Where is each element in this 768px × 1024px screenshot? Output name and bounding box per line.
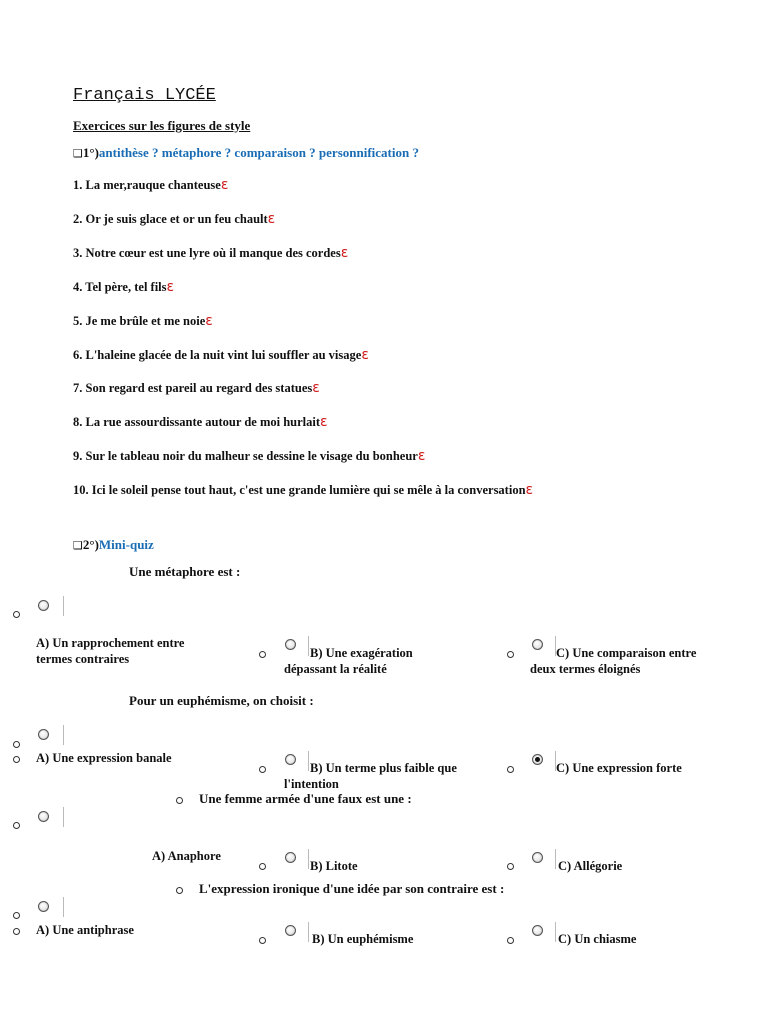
quiz-question: Une femme armée d'une faux est une : (199, 791, 412, 806)
quiz-option-a[interactable]: A) Anaphore (152, 849, 221, 863)
bullet-icon (259, 863, 266, 870)
radio-button[interactable] (38, 811, 49, 822)
section2-label: Mini-quiz (98, 537, 154, 552)
exercise-item: 7. Son regard est pareil au regard des statuesε (73, 380, 320, 396)
radio-button[interactable] (38, 729, 49, 740)
epsilon-marker: ε (220, 177, 229, 193)
bullet-icon (13, 741, 20, 748)
section1-number: 1°) (82, 145, 99, 160)
field-divider (555, 849, 556, 869)
field-divider (555, 922, 556, 942)
bullet-icon (13, 928, 20, 935)
bullet-icon (507, 651, 514, 658)
bullet-icon (507, 937, 514, 944)
quiz-option-c[interactable]: C) Une expression forte (556, 761, 682, 775)
bullet-icon (13, 912, 20, 919)
page-subtitle: Exercices sur les figures de style (73, 118, 251, 133)
field-divider (63, 897, 64, 917)
bullet-icon (13, 756, 20, 763)
quiz-option-a[interactable]: A) Une antiphrase (36, 923, 134, 937)
quiz-option-b[interactable]: B) Un euphémisme (312, 932, 414, 946)
field-divider (63, 807, 64, 827)
bullet-icon (507, 863, 514, 870)
epsilon-marker: ε (205, 313, 213, 329)
radio-button-selected[interactable] (532, 754, 543, 765)
epsilon-marker: ε (361, 347, 369, 363)
section1-label: antithèse ? métaphore ? comparaison ? personnification ? (98, 145, 419, 160)
exercise-item: 1. La mer,rauque chanteuseε (73, 177, 229, 193)
page-title: Français LYCÉE (73, 86, 216, 105)
epsilon-marker: ε (340, 245, 349, 261)
radio-button[interactable] (38, 600, 49, 611)
radio-button[interactable] (532, 925, 543, 936)
epsilon-marker: ε (267, 211, 276, 227)
exercise-item: 9. Sur le tableau noir du malheur se dessine le visage du bonheurε (73, 448, 426, 464)
bullet-icon (259, 651, 266, 658)
epsilon-marker: ε (312, 380, 320, 396)
bullet-icon (259, 766, 266, 773)
bullet-icon (507, 766, 514, 773)
exercise-item: 4. Tel père, tel filsε (73, 279, 175, 295)
bullet-icon (13, 822, 20, 829)
section2-heading (73, 537, 154, 553)
quiz-option-b[interactable]: B) Un terme plus faible que l'intention (284, 761, 457, 791)
radio-button[interactable] (532, 852, 543, 863)
field-divider (63, 596, 64, 616)
quiz-option-b[interactable]: B) Litote (310, 859, 358, 873)
bullet-icon (176, 797, 183, 804)
field-divider (308, 849, 309, 869)
exercise-item: 8. La rue assourdissante autour de moi hurlaitε (73, 414, 328, 430)
epsilon-marker: ε (166, 279, 175, 295)
exercise-item: 6. L'haleine glacée de la nuit vint lui souffler au visageε (73, 347, 369, 363)
exercise-item: 5. Je me brûle et me noieε (73, 313, 213, 329)
quiz-question: Une métaphore est : (129, 564, 241, 579)
epsilon-marker: ε (525, 482, 534, 498)
epsilon-marker: ε (417, 448, 426, 464)
radio-button[interactable] (285, 925, 296, 936)
exercise-item: 2. Or je suis glace et or un feu chaultε (73, 211, 276, 227)
checkbox-square-icon: ❑ (73, 147, 83, 160)
radio-button[interactable] (285, 852, 296, 863)
quiz-question: Pour un euphémisme, on choisit : (129, 693, 314, 708)
quiz-option-a[interactable]: A) Une expression banale (36, 751, 172, 765)
field-divider (308, 922, 309, 942)
quiz-option-b[interactable]: B) Une exagération dépassant la réalité (284, 646, 413, 676)
quiz-option-c[interactable]: C) Allégorie (558, 859, 623, 873)
epsilon-marker: ε (320, 414, 328, 430)
bullet-icon (13, 611, 20, 618)
section1-heading (73, 145, 419, 161)
quiz-option-a[interactable]: A) Un rapprochement entre termes contraires (36, 636, 185, 666)
bullet-icon (176, 887, 183, 894)
section2-number: 2°) (82, 537, 99, 552)
exercise-item: 3. Notre cœur est une lyre où il manque des cordesε (73, 245, 349, 261)
radio-button[interactable] (38, 901, 49, 912)
quiz-question: L'expression ironique d'une idée par son contraire est : (199, 881, 505, 896)
quiz-option-c[interactable]: C) Un chiasme (558, 932, 637, 946)
quiz-option-c[interactable]: C) Une comparaison entre deux termes éloignés (530, 646, 697, 676)
checkbox-square-icon: ❑ (73, 539, 83, 552)
bullet-icon (259, 937, 266, 944)
field-divider (63, 725, 64, 745)
exercise-item: 10. Ici le soleil pense tout haut, c'est une grande lumière qui se mêle à la conversationε (73, 482, 534, 498)
